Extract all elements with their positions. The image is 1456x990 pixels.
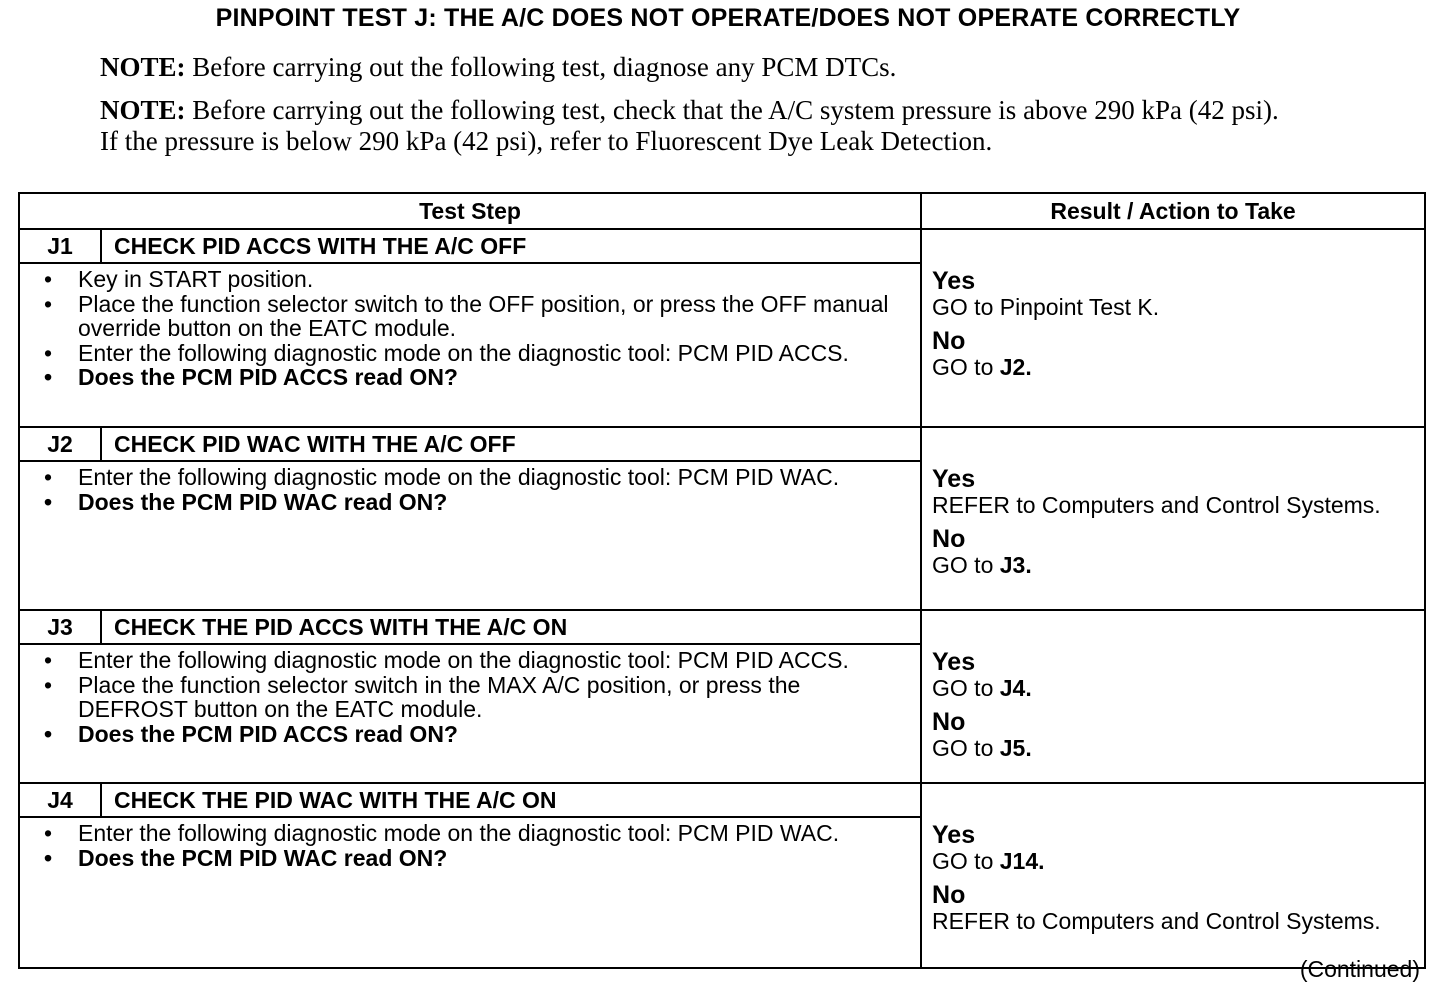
- step-question: • Does the PCM PID ACCS read ON?: [44, 365, 890, 390]
- yes-label: Yes: [932, 465, 976, 493]
- step-instruction: • Enter the following diagnostic mode on the diagnostic tool: PCM PID ACCS.: [44, 648, 890, 673]
- no-target: J2.: [999, 354, 1032, 380]
- step-heading: CHECK THE PID ACCS WITH THE A/C ON: [101, 610, 921, 644]
- yes-label: Yes: [932, 821, 976, 849]
- no-target: J3.: [999, 552, 1032, 578]
- no-action: REFER to Computers and Control Systems.: [932, 908, 1381, 934]
- step-instructions: [19, 644, 921, 783]
- yes-label: Yes: [932, 267, 976, 295]
- no-label: No: [932, 881, 966, 909]
- no-action: GO to J3.: [932, 552, 1032, 578]
- step-instruction: • Place the function selector switch to the OFF position, or press the OFF manual override button on the EATC module.: [44, 292, 890, 341]
- no-label: No: [932, 327, 966, 355]
- no-target: J5.: [999, 735, 1032, 761]
- step-id: J2: [19, 427, 101, 461]
- step-question: • Does the PCM PID WAC read ON?: [44, 846, 890, 871]
- instruction-list: [44, 465, 890, 514]
- step-heading-row: [19, 610, 1425, 644]
- no-action: GO to J2.: [932, 354, 1032, 380]
- yes-target: J14.: [999, 848, 1045, 874]
- test-step-header: Test Step: [19, 193, 921, 229]
- yes-action: GO to Pinpoint Test K.: [932, 294, 1160, 320]
- step-instruction: • Enter the following diagnostic mode on the diagnostic tool: PCM PID WAC.: [44, 821, 890, 846]
- note-text: Before carrying out the following test, diagnose any PCM DTCs.: [192, 52, 897, 82]
- continued-label: (Continued): [1299, 956, 1420, 982]
- result-header: Result / Action to Take: [921, 193, 1425, 229]
- step-instructions: [19, 817, 921, 968]
- step-instructions: [19, 461, 921, 610]
- page-title: PINPOINT TEST J: THE A/C DOES NOT OPERATE/DOES NOT OPERATE CORRECTLY: [215, 4, 1241, 32]
- steps-body: [19, 229, 1425, 968]
- step-heading-row: [19, 427, 1425, 461]
- step-heading-row: [19, 229, 1425, 263]
- step-instruction: • Enter the following diagnostic mode on the diagnostic tool: PCM PID WAC.: [44, 465, 890, 490]
- note-text: Before carrying out the following test, check that the A/C system pressure is above 290 kPa (42 psi). If the pressure is below 290 kPa (42 psi), refer to Fluorescent Dye Leak Detection.: [100, 95, 1279, 156]
- yes-label: Yes: [932, 648, 976, 676]
- step-result: [921, 427, 1425, 610]
- step-instruction: • Place the function selector switch in the MAX A/C position, or press the DEFROST button on the EATC module.: [44, 673, 890, 722]
- note-label: NOTE:: [100, 52, 186, 82]
- no-label: No: [932, 525, 966, 553]
- note-1: [100, 52, 1280, 83]
- instruction-list: [44, 267, 890, 390]
- step-question: • Does the PCM PID WAC read ON?: [44, 490, 890, 515]
- table-header-row: [19, 193, 1425, 229]
- step-id: J1: [19, 229, 101, 263]
- step-result: [921, 610, 1425, 783]
- yes-action: REFER to Computers and Control Systems.: [932, 492, 1381, 518]
- instruction-list: [44, 821, 890, 870]
- instruction-list: [44, 648, 890, 746]
- step-instruction: • Enter the following diagnostic mode on the diagnostic tool: PCM PID ACCS.: [44, 341, 890, 366]
- step-heading: CHECK PID ACCS WITH THE A/C OFF: [101, 229, 921, 263]
- step-result: [921, 229, 1425, 427]
- note-2: [100, 95, 1280, 157]
- step-id: J4: [19, 783, 101, 817]
- no-action: GO to J5.: [932, 735, 1032, 761]
- step-instruction: • Key in START position.: [44, 267, 890, 292]
- step-question: • Does the PCM PID ACCS read ON?: [44, 722, 890, 747]
- step-result: [921, 783, 1425, 968]
- yes-action: GO to J14.: [932, 848, 1045, 874]
- step-heading-row: [19, 783, 1425, 817]
- step-heading: CHECK PID WAC WITH THE A/C OFF: [101, 427, 921, 461]
- step-instructions: [19, 263, 921, 427]
- no-label: No: [932, 708, 966, 736]
- step-id: J3: [19, 610, 101, 644]
- yes-target: J4.: [999, 675, 1032, 701]
- yes-action: GO to J4.: [932, 675, 1032, 701]
- step-heading: CHECK THE PID WAC WITH THE A/C ON: [101, 783, 921, 817]
- note-label: NOTE:: [100, 95, 186, 125]
- pinpoint-test-table: [18, 192, 1426, 969]
